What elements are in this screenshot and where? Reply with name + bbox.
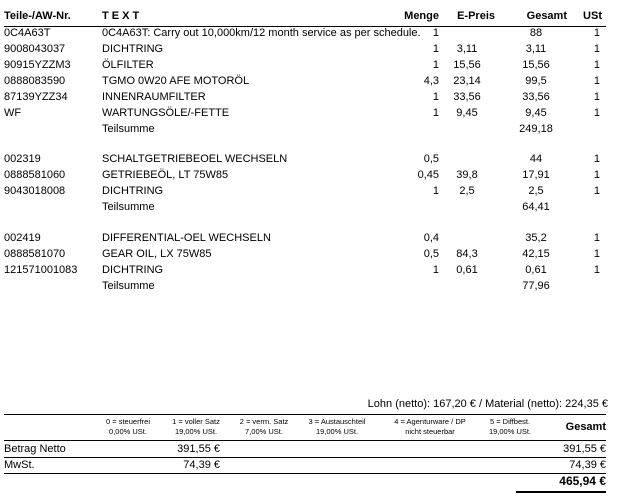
vat-code: 1 — [593, 75, 600, 87]
header-qty: Menge — [404, 10, 439, 22]
vat-code: 1 — [593, 59, 600, 71]
tax-column-3 — [297, 417, 377, 437]
subtotal-label: Teilsumme — [102, 280, 155, 292]
part-no: WF — [4, 107, 22, 119]
unit-price: 33,56 — [453, 91, 481, 103]
part-no: 0888083590 — [4, 75, 66, 87]
unit-price: 23,14 — [453, 75, 481, 87]
vat-code: 1 — [593, 169, 600, 181]
qty: 1 — [432, 27, 439, 39]
vat-code: 1 — [593, 91, 600, 103]
part-no: 0888581060 — [4, 169, 66, 181]
tax-column-rate: 19,00% USt. — [174, 427, 218, 436]
header-total: Gesamt — [526, 10, 567, 22]
vat-code: 1 — [593, 43, 600, 55]
line-total: 35,2 — [525, 232, 547, 244]
labour-material-summary: Lohn (netto): 167,20 € / Material (netto): 224,35 € — [367, 398, 608, 410]
table-row — [0, 41, 622, 57]
tax-rule-bottom — [4, 473, 606, 474]
table-row — [0, 183, 622, 199]
tax-row-vat — [0, 457, 622, 473]
table-row — [0, 246, 622, 262]
tax-column-code: 2 = verm. Satz — [239, 417, 289, 426]
tax-column-rate: 0,00% USt. — [109, 427, 147, 436]
vat-code: 1 — [593, 248, 600, 260]
line-total: 17,91 — [522, 169, 550, 181]
part-no: 9008043037 — [4, 43, 66, 55]
subtotal-label: Teilsumme — [102, 201, 155, 213]
item-text: GETRIEBEÖL, LT 75W85 — [102, 169, 229, 181]
qty: 1 — [432, 59, 439, 71]
vat-code: 1 — [593, 107, 600, 119]
tax-column-2 — [224, 417, 304, 437]
line-total: 15,56 — [522, 59, 550, 71]
grand-total: 465,94 € — [559, 474, 606, 488]
qty: 1 — [432, 264, 439, 276]
tax-column-5 — [470, 417, 550, 437]
part-no: 9043018008 — [4, 185, 66, 197]
tax-rule-top — [4, 414, 606, 415]
qty: 1 — [432, 43, 439, 55]
tax-column-4 — [380, 417, 480, 437]
qty: 0,4 — [423, 232, 439, 244]
subtotal-value: 64,41 — [522, 201, 550, 213]
part-no: 0888581070 — [4, 248, 66, 260]
subtotal-value: 77,96 — [522, 280, 550, 292]
vat-code: 1 — [593, 185, 600, 197]
item-text: DICHTRING — [102, 185, 164, 197]
tax-total-header: Gesamt — [565, 421, 606, 433]
unit-price: 9,45 — [456, 107, 478, 119]
line-total: 33,56 — [522, 91, 550, 103]
tax-row-label: MwSt. — [4, 459, 35, 471]
tax-column-code: 3 = Austauschteil — [308, 417, 366, 426]
item-text: TGMO 0W20 AFE MOTORÖL — [102, 75, 250, 87]
tax-column-rate: 7,00% USt. — [245, 427, 283, 436]
item-text: 0C4A63T: Carry out 10,000km/12 month service as per schedule. — [102, 27, 421, 39]
unit-price: 39,8 — [456, 169, 478, 181]
tax-row-standard-rate: 391,55 € — [177, 443, 220, 455]
vat-code: 1 — [593, 153, 600, 165]
item-text: SCHALTGETRIEBEOEL WECHSELN — [102, 153, 288, 165]
vat-code: 1 — [593, 264, 600, 276]
tax-column-code: 4 = Agenturware / DP — [394, 417, 466, 426]
table-row — [0, 262, 622, 278]
tax-row-standard-rate: 74,39 € — [183, 459, 220, 471]
grand-total-rule — [516, 491, 606, 493]
table-row — [0, 89, 622, 105]
header-unit-price: E-Preis — [457, 10, 495, 22]
unit-price: 84,3 — [456, 248, 478, 260]
subtotal-row — [0, 278, 622, 294]
header-part-no: Teile-/AW-Nr. — [4, 10, 71, 22]
tax-column-code: 1 = voller Satz — [172, 417, 220, 426]
item-text: DIFFERENTIAL-OEL WECHSELN — [102, 232, 271, 244]
table-row — [0, 57, 622, 73]
part-no: 121571001083 — [4, 264, 78, 276]
line-total: 3,11 — [525, 43, 547, 55]
unit-price: 3,11 — [456, 43, 478, 55]
item-text: INNENRAUMFILTER — [102, 91, 206, 103]
tax-column-rate: 19,00% USt. — [315, 427, 359, 436]
qty: 0,45 — [417, 169, 439, 181]
vat-code: 1 — [593, 27, 600, 39]
unit-price: 2,5 — [459, 185, 475, 197]
line-total: 88 — [529, 27, 543, 39]
table-row — [0, 167, 622, 183]
part-no: 90915YZZM3 — [4, 59, 71, 71]
header-text: T E X T — [102, 10, 140, 22]
unit-price: 15,56 — [453, 59, 481, 71]
unit-price: 0,61 — [456, 264, 478, 276]
line-total: 0,61 — [525, 264, 547, 276]
table-row — [0, 230, 622, 246]
tax-row-total: 391,55 € — [563, 443, 606, 455]
qty: 0,5 — [423, 153, 439, 165]
subtotal-value: 249,18 — [519, 123, 553, 135]
tax-row-label: Betrag Netto — [4, 443, 66, 455]
table-row — [0, 73, 622, 89]
subtotal-row — [0, 199, 622, 215]
table-row — [0, 151, 622, 167]
tax-row-total: 74,39 € — [569, 459, 606, 471]
item-text: ÖLFILTER — [102, 59, 154, 71]
tax-column-rate: nicht steuerbar — [405, 427, 455, 436]
qty: 1 — [432, 91, 439, 103]
line-total: 99,5 — [525, 75, 547, 87]
line-total: 9,45 — [525, 107, 547, 119]
item-text: DICHTRING — [102, 264, 164, 276]
tax-column-rate: 19,00% USt. — [488, 427, 532, 436]
line-total: 42,15 — [522, 248, 550, 260]
qty: 4,3 — [423, 75, 439, 87]
part-no: 002319 — [4, 153, 41, 165]
subtotal-row — [0, 121, 622, 137]
part-no: 87139YZZ34 — [4, 91, 68, 103]
table-row — [0, 105, 622, 121]
tax-column-code: 5 = Diffbest. — [489, 417, 531, 426]
tax-column-code: 0 = steuerfrei — [106, 417, 150, 426]
subtotal-label: Teilsumme — [102, 123, 155, 135]
part-no: 002419 — [4, 232, 41, 244]
qty: 1 — [432, 107, 439, 119]
part-no: 0C4A63T — [4, 27, 51, 39]
vat-code: 1 — [593, 232, 600, 244]
item-text: WARTUNGSÖLE/-FETTE — [102, 107, 230, 119]
item-text: DICHTRING — [102, 43, 164, 55]
line-total: 44 — [529, 153, 543, 165]
line-total: 2,5 — [528, 185, 544, 197]
qty: 1 — [432, 185, 439, 197]
item-text: GEAR OIL, LX 75W85 — [102, 248, 212, 260]
qty: 0,5 — [423, 248, 439, 260]
header-vat: USt — [583, 10, 602, 22]
table-row — [0, 25, 622, 41]
tax-row-net — [0, 441, 622, 457]
